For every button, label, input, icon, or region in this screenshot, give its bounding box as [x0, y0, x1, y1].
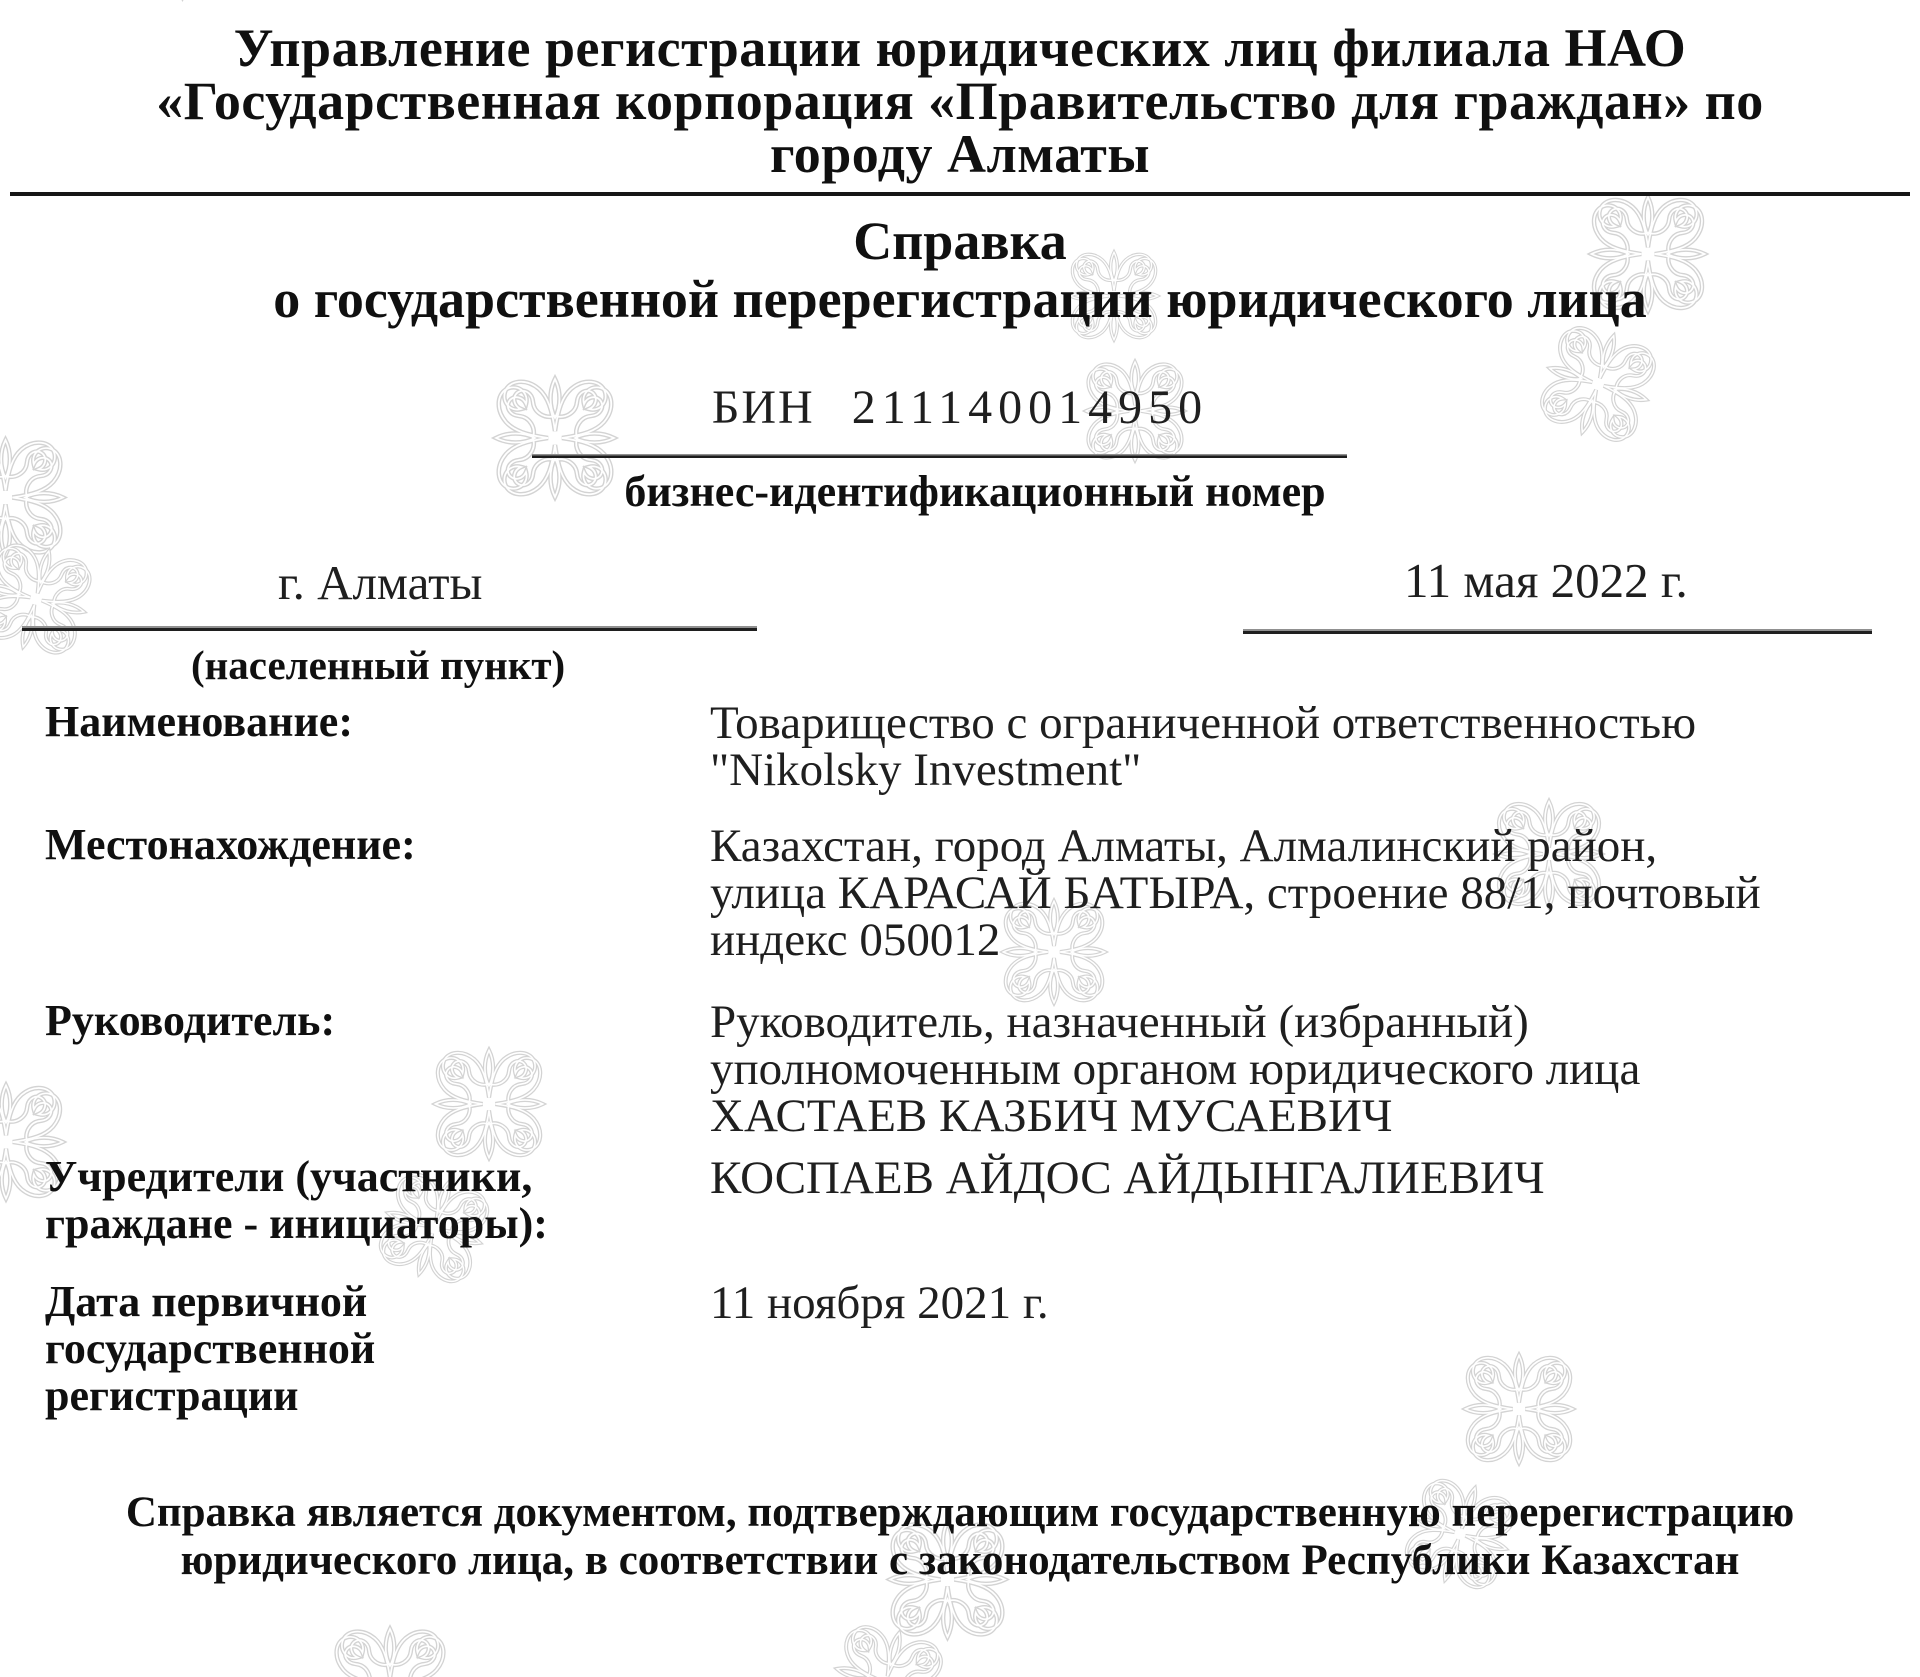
text-line: Казахстан, город Алматы, Алмалинский район, [710, 820, 1658, 872]
bin-number: 211140014950 [851, 381, 1209, 434]
bin-underline [532, 454, 1347, 458]
settlement-underline [22, 626, 757, 631]
text-line: граждане - инициаторы): [45, 1199, 548, 1248]
text-line: Руководитель: [45, 996, 336, 1045]
document-header-title [0, 18, 1920, 184]
field-label [45, 997, 700, 1044]
text-line: «Государственная корпорация «Правительство для граждан» по [156, 71, 1764, 131]
bin-row [0, 380, 1920, 435]
field-value [710, 1277, 1895, 1329]
field-label [45, 698, 700, 745]
issue-date-value: 11 мая 2022 г. [1404, 553, 1688, 608]
text-line: КОСПАЕВ АЙДОС АЙДЫНГАЛИЕВИЧ [710, 1152, 1545, 1204]
bin-caption: бизнес-идентификационный номер [624, 467, 1326, 516]
bin-label: БИН [711, 381, 815, 434]
document-subtitle: о государственной перерегистрации юридического лица [273, 269, 1647, 329]
text-line: юридического лица, в соответствии с законодательством Республики Казахстан [180, 1537, 1740, 1584]
text-line: городу Алматы [770, 124, 1150, 184]
settlement-caption: (населенный пункт) [191, 642, 566, 688]
text-line: Справка является документом, подтверждающим государственную перерегистрацию [125, 1489, 1795, 1536]
text-line: 11 ноября 2021 г. [710, 1277, 1049, 1329]
text-line: Товарищество с ограниченной ответственностью [710, 697, 1697, 749]
text-line: ХАСТАЕВ КАЗБИЧ МУСАЕВИЧ [710, 1090, 1393, 1142]
kazakh-horn-ornament-icon [0, 496, 139, 702]
text-line: Местонахождение: [45, 820, 416, 869]
text-line: регистрации [45, 1371, 299, 1420]
text-line: улица КАРАСАЙ БАТЫРА, строение 88/1, почтовый [710, 867, 1761, 919]
header-divider-line [10, 192, 1910, 196]
field-label [45, 1278, 700, 1419]
text-line: Наименование: [45, 697, 353, 746]
document-footer-note [0, 1489, 1920, 1585]
field-label [45, 821, 700, 868]
text-line: Управление регистрации юридических лиц филиала НАО [233, 18, 1687, 78]
field-value [710, 820, 1895, 966]
text-line: "Nikolsky Investment" [710, 744, 1142, 796]
field-value [710, 996, 1895, 1142]
kazakh-horn-ornament-icon [295, 1590, 485, 1677]
issue-date-underline [1243, 629, 1872, 634]
text-line: Руководитель, назначенный (избранный) [710, 996, 1529, 1048]
text-line: Учредители (участники, [45, 1152, 533, 1201]
document-title: Справка [853, 211, 1067, 271]
settlement-value: г. Алматы [278, 555, 483, 610]
field-value [710, 1152, 1895, 1204]
text-line: государственной [45, 1324, 376, 1373]
field-value [710, 697, 1895, 796]
field-label [45, 1153, 700, 1247]
text-line: индекс 050012 [710, 914, 1001, 966]
text-line: Дата первичной [45, 1277, 368, 1326]
text-line: уполномоченным органом юридического лица [710, 1043, 1641, 1095]
